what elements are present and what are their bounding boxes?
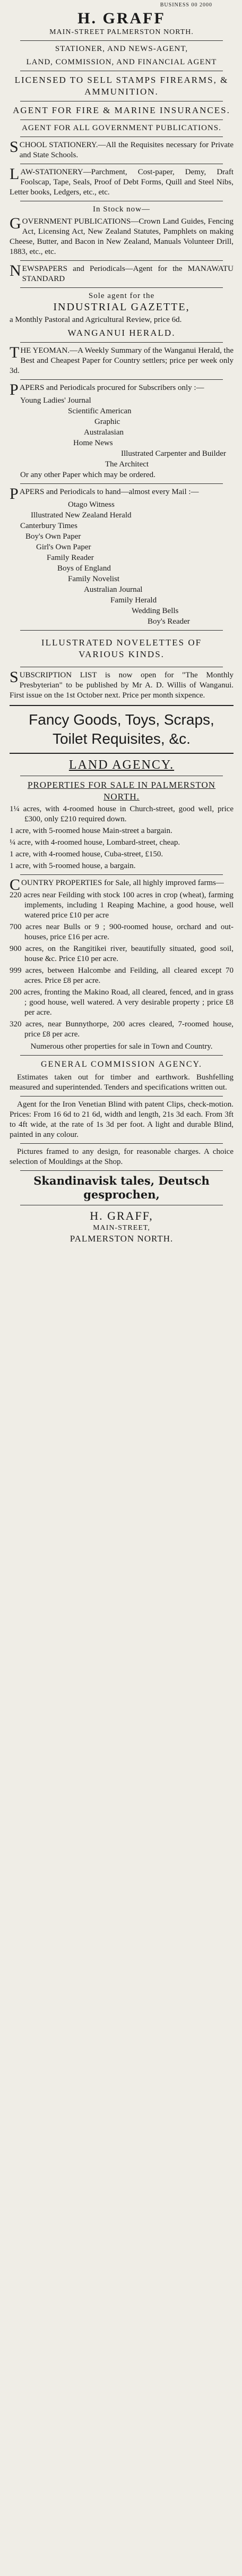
scandinavian-german-line: Skandinavisk tales, Deutsch gesprochen,: [33, 1174, 210, 1201]
roles-line-1: STATIONER, AND NEWS-AGENT,: [55, 45, 188, 53]
subscription-list: SUBSCRIPTION LIST is now open for "The Monthly Presbyterian" to be published by Mr A. D. Willis of Wanganui. First issue on the 1st October next. Price per month sixpence.: [10, 668, 234, 700]
papers-heading: PAPERS and Periodicals procured for Subscribers only :—: [10, 381, 204, 398]
thick-divider: [10, 753, 234, 754]
list-item: The Architect: [105, 460, 149, 469]
divider: [20, 40, 223, 41]
footer-name: H. GRAFF,: [90, 1209, 153, 1222]
country-heading: COUNTRY PROPERTIES for Sale, all highly improved farms—: [10, 876, 224, 894]
list-item: Boy's Reader: [148, 617, 190, 626]
list-item: Graphic: [94, 418, 120, 426]
divider: [20, 1170, 223, 1171]
iron-blind: Agent for the Iron Venetian Blind with patent Clips, check-motion. Prices: From 16 6d to 21 6d, width and length, 21s 3d each. From 3ft to 4ft wide, at the rate of 1s 3d per foot. A light and durable Blind, painted in any colour.: [10, 1100, 234, 1139]
government-publications: GOVERNMENT PUBLICATIONS—Crown Land Guides, Fencing Act, Licensing Act, New Zealand Statutes, Pamphlets on making Cheese, Butter, and Bacon in New Zealand, Manuals Volunteer Drill, 1883, etc., etc.: [10, 215, 234, 256]
divider: [20, 874, 223, 875]
properties-heading: PROPERTIES FOR SALE IN PALMERSTON NORTH.: [27, 780, 216, 802]
list-item: Family Reader: [47, 554, 94, 562]
divider: [20, 630, 223, 631]
insurance-line: AGENT FOR FIRE & MARINE INSURANCES.: [13, 105, 230, 115]
list-item: Family Herald: [110, 596, 157, 605]
footer-town: PALMERSTON NORTH.: [70, 1234, 174, 1244]
gazette-title: INDUSTRIAL GAZETTE,: [53, 301, 190, 313]
govt-stock-intro: In Stock now—: [93, 205, 150, 214]
law-stationery: LAW-STATIONERY—Parchment, Cost-paper, Demy, Draft Foolscap, Tape, Seals, Proof of Debt Forms, Quill and Steel Nibs, Letter books, Ledgers, etc., etc.: [10, 165, 234, 197]
yeoman: THE YEOMAN.—A Weekly Summary of the Wanganui Herald, the Best and Cheapest Paper for Country settlers; price per week only 3d.: [10, 344, 234, 375]
property-item: 700 acres near Bulls or 9 ; 900-roomed house, orchard and out-houses, price £16 per acre.: [10, 923, 234, 941]
wanganui-herald: WANGANUI HERALD.: [67, 328, 176, 338]
property-item: 220 acres near Feilding with stock 100 acres in crop (wheat), farming implements, including 1 Reaping Machine, a good house, well watered price £10 per acre: [10, 891, 234, 920]
divider: [20, 1143, 223, 1144]
list-item: Australasian: [84, 428, 124, 437]
divider: [20, 1055, 223, 1056]
novelettes: ILLUSTRATED NOVELETTES OF VARIOUS KINDS.: [41, 637, 202, 659]
list-item: Canterbury Times: [20, 522, 77, 530]
list-item: Otago Witness: [68, 500, 115, 509]
divider: [20, 287, 223, 288]
school-stationery: SCHOOL STATIONERY.—All the Requisites necessary for Private and State Schools.: [10, 138, 234, 159]
papers2-list: [10, 499, 234, 627]
town-properties: [10, 804, 234, 871]
list-item: Boy's Own Paper: [25, 532, 81, 541]
list-item: Family Novelist: [68, 575, 120, 583]
property-item: ¼ acre, with 4-roomed house, Lombard-street, cheap.: [10, 838, 180, 847]
property-item: 200 acres, fronting the Makino Road, all cleared, fenced, and in grass ; good house, well watered. A very desirable property ; price £8 per acre.: [10, 988, 234, 1017]
estimates: Estimates taken out for timber and earthwork. Bushfelling measured and superintended. Tenders and specifications written out.: [10, 1073, 234, 1092]
list-item: Wedding Bells: [132, 607, 179, 615]
list-item: Boys of England: [57, 564, 111, 573]
footer-address: MAIN-STREET,: [93, 1224, 150, 1232]
divider: [20, 379, 223, 380]
list-item: Or any other Paper which may be ordered.: [20, 471, 155, 479]
gazette-body: a Monthly Pastoral and Agricultural Review, price 6d.: [10, 316, 182, 324]
govt-publications-line: AGENT FOR ALL GOVERNMENT PUBLICATIONS.: [22, 124, 221, 132]
newspapers: NEWSPAPERS and Periodicals—Agent for the MANAWATU STANDARD: [10, 262, 234, 283]
property-item: 1 acre, with 4-roomed house, Cuba-street, £150.: [10, 850, 163, 858]
property-item: 1 acre, with 5-roomed house, a bargain.: [10, 862, 136, 870]
divider: [20, 483, 223, 484]
property-item: 999 acres, between Halcombe and Feilding, all cleared except 70 acres. Price £8 per acre.: [10, 966, 234, 985]
property-item: 1¼ acres, with 4-roomed house in Church-street, good well, price £300, only £210 required down.: [10, 805, 234, 823]
top-line: BUSINESS 00 2000: [160, 2, 212, 8]
roles-line-2: LAND, COMMISSION, AND FINANCIAL AGENT: [26, 58, 217, 66]
land-agency-heading: LAND AGENCY.: [68, 758, 175, 772]
advertisement-column: [5, 0, 237, 2576]
business-name: H. GRAFF: [77, 10, 166, 27]
list-item: Australian Journal: [84, 585, 143, 594]
thick-divider: [10, 705, 234, 706]
list-item: Illustrated New Zealand Herald: [31, 511, 132, 520]
papers-list: [10, 395, 234, 480]
divider: [20, 260, 223, 261]
country-properties: [10, 890, 234, 1040]
licensed-line: LICENSED TO SELL STAMPS FIREARMS, & AMMUNITION.: [14, 75, 229, 97]
gazette-intro: Sole agent for the: [88, 292, 155, 300]
property-item: 1 acre, with 5-roomed house Main-street a bargain.: [10, 827, 172, 835]
list-item: Home News: [73, 439, 113, 447]
fancy-goods: Fancy Goods, Toys, Scraps, Toilet Requisites, &c.: [29, 711, 214, 747]
property-item: 320 acres, near Bunnythorpe, 200 acres cleared, 7-roomed house, price £8 per acre.: [10, 1020, 234, 1039]
list-item: Young Ladies' Journal: [20, 396, 91, 405]
divider: [20, 342, 223, 343]
list-item: Scientific American: [68, 407, 132, 415]
business-address: MAIN-STREET PALMERSTON NORTH.: [49, 28, 194, 36]
pictures-framed: Pictures framed to any design, for reasonable charges. A choice selection of Mouldings at the Shop.: [10, 1147, 234, 1166]
list-item: Girl's Own Paper: [36, 543, 91, 551]
commission-agency: GENERAL COMMISSION AGENCY.: [40, 1060, 203, 1069]
country-footer: Numerous other properties for sale in Town and Country.: [30, 1042, 213, 1051]
property-item: 900 acres, on the Rangitikei river, beautifully situated, good soil, house &c. Price £10 per acre.: [10, 945, 234, 963]
papers2-heading: PAPERS and Periodicals to hand—almost every Mail :—: [10, 485, 199, 503]
list-item: Illustrated Carpenter and Builder: [121, 449, 226, 458]
